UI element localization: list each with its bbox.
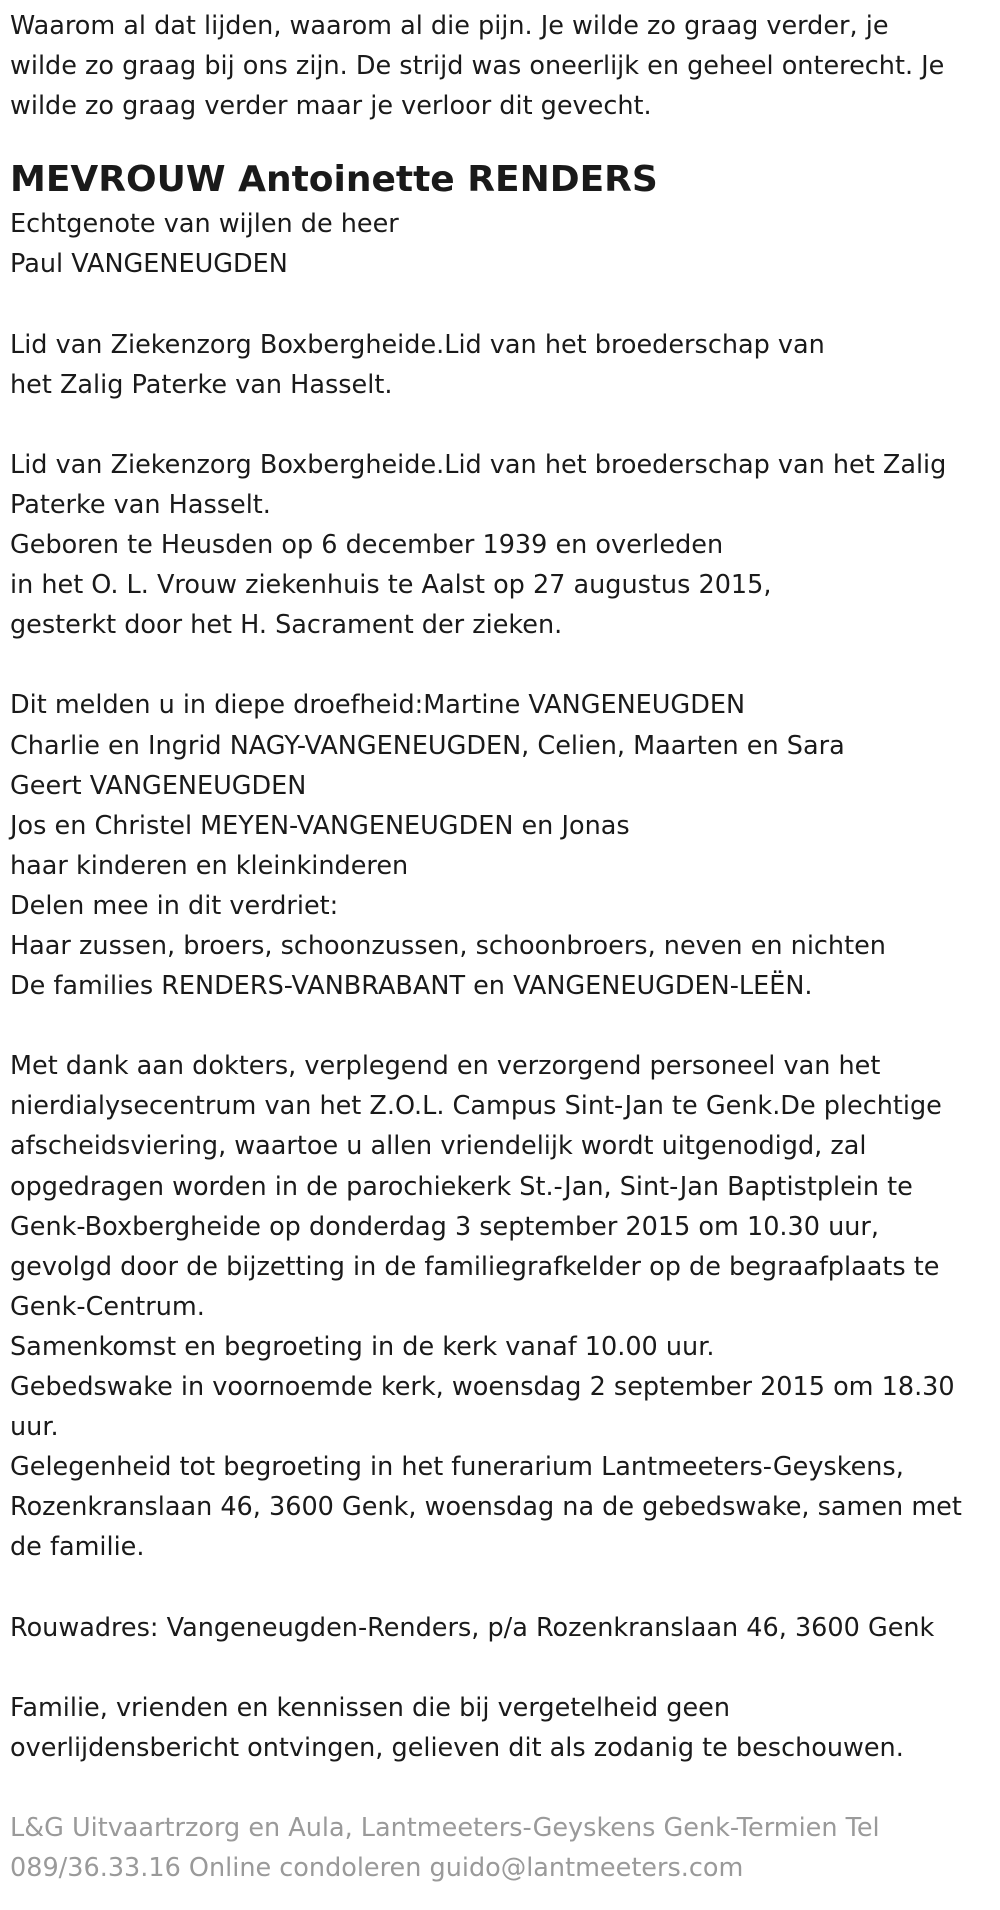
intro-line: Waarom al dat lijden, waarom al die pijn. Je wilde zo graag verder, je <box>10 11 889 41</box>
birth-death-section <box>10 445 990 645</box>
birth-death-line: Paterke van Hasselt. <box>10 489 271 520</box>
birth-death-line: gesterkt door het H. Sacrament der zieken. <box>10 610 563 641</box>
family-line: Dit melden u in diepe droefheid:Martine VANGENEUGDEN <box>10 690 746 721</box>
ceremony-line: Gebedswake in voornoemde kerk, woensdag 2 september 2015 om 18.30 <box>10 1372 955 1402</box>
ceremony-line: nierdialysecentrum van het Z.O.L. Campus Sint-Jan te Genk.De plechtige <box>10 1091 942 1122</box>
ceremony-line: Gelegenheid tot begroeting in het funerarium Lantmeeters-Geyskens, <box>10 1452 904 1483</box>
family-line: De families RENDERS-VANBRABANT en VANGENEUGDEN-LEËN. <box>10 971 813 1002</box>
footer-line: L&G Uitvaartrzorg en Aula, Lantmeeters-Geyskens Genk-Termien Tel <box>10 1813 880 1844</box>
notice-section <box>10 1688 990 1768</box>
family-line: Charlie en Ingrid NAGY-VANGENEUGDEN, Celien, Maarten en Sara <box>10 730 845 761</box>
notice-line: overlijdensbericht ontvingen, gelieven dit als zodanig te beschouwen. <box>10 1732 904 1763</box>
ceremony-line: Genk-Centrum. <box>10 1291 205 1322</box>
ceremony-line: Genk-Boxbergheide op donderdag 3 september 2015 om 10.30 uur, <box>10 1211 879 1242</box>
notice-line: Familie, vrienden en kennissen die bij vergetelheid geen <box>10 1692 730 1723</box>
ceremony-section <box>10 1046 990 1567</box>
intro-poem <box>10 6 990 126</box>
ceremony-line: Rozenkranslaan 46, 3600 Genk, woensdag na de gebedswake, samen met <box>10 1492 962 1523</box>
address-section <box>10 1608 990 1648</box>
family-line: Jos en Christel MEYEN-VANGENEUGDEN en Jonas <box>10 810 630 841</box>
ceremony-line: de familie. <box>10 1532 145 1563</box>
intro-line: wilde zo graag bij ons zijn. De strijd was oneerlijk en geheel onterecht. Je <box>10 51 945 82</box>
birth-death-line: Lid van Ziekenzorg Boxbergheide.Lid van het broederschap van het Zalig <box>10 449 947 480</box>
ceremony-line: Met dank aan dokters, verplegend en verzorgend personeel van het <box>10 1051 881 1082</box>
address-line: Rouwadres: Vangeneugden-Renders, p/a Rozenkranslaan 46, 3600 Genk <box>10 1612 935 1643</box>
birth-death-line: in het O. L. Vrouw ziekenhuis te Aalst op 27 augustus 2015, <box>10 570 772 601</box>
deceased-name: MEVROUW Antoinette RENDERS <box>10 159 658 201</box>
family-line: Delen mee in dit verdriet: <box>10 890 339 921</box>
ceremony-line: afscheidsviering, waartoe u allen vriendelijk wordt uitgenodigd, zal <box>10 1131 867 1162</box>
ceremony-line: gevolgd door de bijzetting in de familiegrafkelder op de begraafplaats te <box>10 1251 940 1282</box>
funeral-home-footer <box>10 1808 990 1888</box>
ceremony-line: Samenkomst en begroeting in de kerk vanaf 10.00 uur. <box>10 1331 715 1362</box>
footer-line: 089/36.33.16 Online condoleren guido@lantmeeters.com <box>10 1853 744 1884</box>
membership-section <box>10 325 990 405</box>
membership-line: Lid van Ziekenzorg Boxbergheide.Lid van het broederschap van <box>10 329 825 360</box>
ceremony-line: uur. <box>10 1412 59 1443</box>
spouse-line: Echtgenote van wijlen de heer <box>10 209 399 240</box>
family-line: haar kinderen en kleinkinderen <box>10 850 409 881</box>
family-section <box>10 685 990 1006</box>
ceremony-line: opgedragen worden in de parochiekerk St.-Jan, Sint-Jan Baptistplein te <box>10 1171 913 1202</box>
family-line: Geert VANGENEUGDEN <box>10 770 307 801</box>
membership-line: het Zalig Paterke van Hasselt. <box>10 369 393 400</box>
family-line: Haar zussen, broers, schoonzussen, schoonbroers, neven en nichten <box>10 930 886 961</box>
spouse-line: Paul VANGENEUGDEN <box>10 249 288 280</box>
spouse-section <box>10 204 990 284</box>
intro-line: wilde zo graag verder maar je verloor dit gevecht. <box>10 91 652 122</box>
birth-death-line: Geboren te Heusden op 6 december 1939 en overleden <box>10 530 724 561</box>
